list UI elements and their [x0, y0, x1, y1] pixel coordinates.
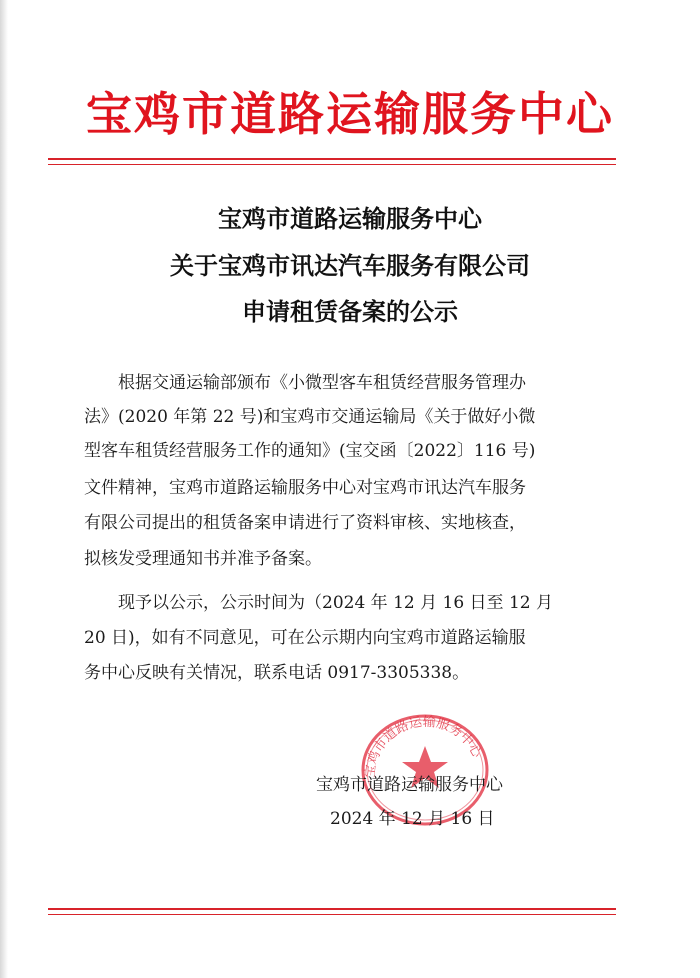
footer-rule-thin [48, 914, 616, 915]
seal-text: 宝鸡市道路运输服务中心 [362, 714, 485, 779]
page-edge-shadow [0, 0, 8, 978]
notice-title-line-3: 申请租赁备案的公示 [242, 297, 458, 326]
notice-title-line-2: 关于宝鸡市讯达汽车服务有限公司 [170, 251, 530, 280]
paragraph-2-line: 现予以公示，公示时间为（2024 年 12 月 16 日至 12 月 [118, 593, 553, 613]
signature-organization: 宝鸡市道路运输服务中心 [316, 775, 503, 795]
paragraph-1-line: 根据交通运输部颁布《小微型客车租赁经营服务管理办 [118, 373, 526, 393]
signature-date: 2024 年 12 月 16 日 [330, 809, 495, 829]
masthead-title: 宝鸡市道路运输服务中心 [86, 87, 614, 141]
masthead-rule-thick [48, 158, 616, 160]
footer-rule-thick [48, 908, 616, 910]
paragraph-1-line: 有限公司提出的租赁备案申请进行了资料审核、实地核查， [84, 513, 526, 533]
paragraph-2-line: 20 日)，如有不同意见，可在公示期内向宝鸡市道路运输服 [84, 628, 526, 648]
paragraph-1-line: 文件精神，宝鸡市道路运输服务中心对宝鸡市讯达汽车服务 [84, 478, 526, 498]
masthead-rule-thin [48, 164, 616, 165]
paragraph-1-line: 法》(2020 年第 22 号)和宝鸡市交通运输局《关于做好小微 [84, 407, 536, 427]
paragraph-1-line: 型客车租赁经营服务工作的通知》(宝交函〔2022〕116 号) [84, 441, 536, 461]
paragraph-2-line: 务中心反映有关情况，联系电话 0917-3305338。 [84, 663, 470, 683]
paragraph-1-line: 拟核发受理通知书并准予备案。 [84, 549, 322, 569]
notice-title-line-1: 宝鸡市道路运输服务中心 [218, 204, 482, 233]
